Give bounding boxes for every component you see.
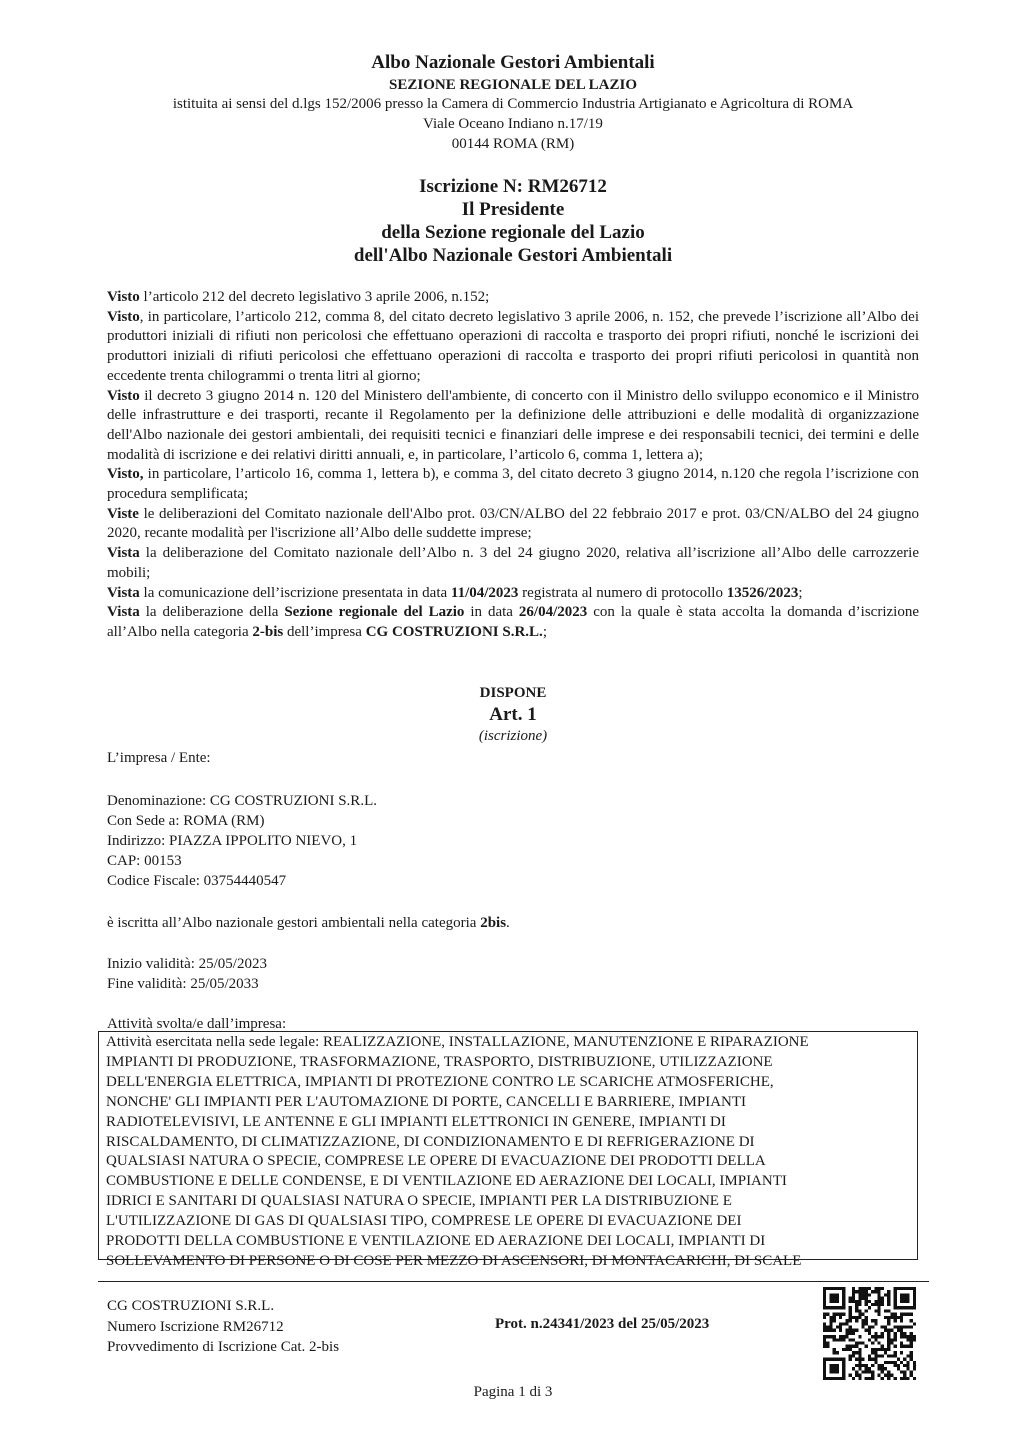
activities-label: Attività svolta/e dall’impresa: bbox=[107, 1016, 287, 1032]
activity-line: PRODOTTI DELLA COMBUSTIONE E VENTILAZIONE ED AERAZIONE DEI LOCALI, IMPIANTI DI bbox=[106, 1233, 766, 1250]
article-subtitle: (iscrizione) bbox=[478, 728, 548, 744]
page-number: Pagina 1 di 3 bbox=[473, 1384, 553, 1400]
preamble-paragraph: Vista la deliberazione del Comitato nazionale dell’Albo n. 3 del 24 giugno 2020, relativa all’iscrizione all’Albo delle carrozzerie mobili; bbox=[107, 545, 919, 581]
preamble-paragraph: Vista la deliberazione della Sezione regionale del Lazio in data 26/04/2023 con la quale è stata accolta la domanda d’iscrizione all’Albo nella categoria 2-bis dell’impresa CG COSTRUZIONI S.R.L.; bbox=[107, 604, 919, 640]
activity-line: COMBUSTIONE E DELLE CONDENSE, E DI VENTILAZIONE ED AERAZIONE DEI LOCALI, IMPIANTI bbox=[106, 1173, 787, 1190]
preamble-paragraph: Vista la comunicazione dell’iscrizione presentata in data 11/04/2023 registrata al numero di protocollo 13526/2023; bbox=[107, 584, 803, 601]
registration-number-title: Iscrizione N: RM26712 bbox=[419, 176, 607, 197]
activities-box bbox=[98, 1031, 918, 1269]
company-cap: CAP: 00153 bbox=[107, 853, 182, 869]
activity-line: IMPIANTI DI PRODUZIONE, TRASFORMAZIONE, TRASPORTO, DISTRIBUZIONE, UTILIZZAZIONE bbox=[106, 1053, 773, 1070]
activity-line: Attività esercitata nella sede legale: REALIZZAZIONE, INSTALLAZIONE, MANUTENZIONE E RIPARAZIONE bbox=[106, 1034, 809, 1050]
albo-title: dell'Albo Nazionale Gestori Ambientali bbox=[353, 245, 673, 266]
section-name: SEZIONE REGIONALE DEL LAZIO bbox=[389, 77, 637, 93]
activity-line: IDRICI E SANITARI DI QUALSIASI NATURA O SPECIE, IMPIANTI PER LA DISTRIBUZIONE E bbox=[106, 1193, 732, 1210]
preamble-paragraph: Visto l’articolo 212 del decreto legislativo 3 aprile 2006, n.152; bbox=[107, 289, 490, 305]
validity-start: Inizio validità: 25/05/2023 bbox=[107, 956, 267, 972]
preamble-paragraph: Visto il decreto 3 giugno 2014 n. 120 del Ministero dell'ambiente, di concerto con il Ministro dello sviluppo economico e il Ministro delle infrastrutture e dei trasporti, recante il Regolamento per la definizione delle attribuzioni e delle modalità di organizzazione dell'Albo nazionale dei gestori ambientali, dei requisiti tecnici e finanziari delle imprese e dei responsabili tecnici, dei termini e delle modalità di iscrizione e dei relativi diritti annuali, e, in particolare, l’articolo 6, comma 1, lettera a); bbox=[107, 387, 919, 463]
article-heading: Art. 1 bbox=[489, 704, 537, 725]
footer-divider bbox=[98, 1281, 929, 1282]
section-title: della Sezione regionale del Lazio bbox=[381, 222, 645, 243]
company-address: Indirizzo: PIAZZA IPPOLITO NIEVO, 1 bbox=[107, 833, 358, 849]
activity-line: QUALSIASI NATURA O SPECIE, COMPRESE LE OPERE DI EVACUAZIONE DEI PRODOTTI DELLA bbox=[106, 1153, 766, 1170]
dispone-heading: DISPONE bbox=[479, 685, 547, 701]
validity-end: Fine validità: 25/05/2033 bbox=[107, 976, 259, 992]
activity-line: DELL'ENERGIA ELETTRICA, IMPIANTI DI PROTEZIONE CONTRO LE SCARICHE ATMOSFERICHE, bbox=[106, 1073, 774, 1090]
preamble-paragraph: Visto, in particolare, l’articolo 212, comma 8, del citato decreto legislativo 3 aprile 2006, n. 152, che prevede l’iscrizione all’Albo dei produttori iniziali di rifiuti non pericolosi che effettuano operazioni di raccolta e trasporto dei propri rifiuti, nonché le iscrizioni dei produttori iniziali di rifiuti pericolosi che effettuano operazioni di raccolta e trasporto dei propri rifiuti pericolosi in quantità non eccedente trenta chilogrammi o trenta litri al giorno; bbox=[107, 308, 919, 384]
company-tax-code: Codice Fiscale: 03754440547 bbox=[107, 873, 287, 889]
company-name: Denominazione: CG COSTRUZIONI S.R.L. bbox=[107, 793, 377, 809]
activity-line: NONCHE' GLI IMPIANTI PER L'AUTOMAZIONE DI PORTE, CANCELLI E BARRIERE, IMPIANTI bbox=[106, 1093, 747, 1110]
activity-line: RISCALDAMENTO, DI CLIMATIZZAZIONE, DI CONDIZIONAMENTO E DI REFRIGERAZIONE DI bbox=[106, 1133, 755, 1150]
preamble-paragraph: Viste le deliberazioni del Comitato nazionale dell'Albo prot. 03/CN/ALBO del 22 febbraio 2017 e prot. 03/CN/ALBO del 24 giugno 2020, recante modalità per l'iscrizione all’Albo delle suddette imprese; bbox=[107, 505, 919, 542]
activity-line: SOLLEVAMENTO DI PERSONE O DI COSE PER MEZZO DI ASCENSORI, DI MONTACARICHI, DI SCALE bbox=[106, 1252, 802, 1269]
preamble bbox=[107, 288, 919, 643]
company-intro: L’impresa / Ente: bbox=[107, 750, 211, 766]
activity-line: L'UTILIZZAZIONE DI GAS DI QUALSIASI TIPO, COMPRESE LE OPERE DI EVACUAZIONE DEI bbox=[106, 1213, 742, 1230]
activity-line: RADIOTELEVISIVI, LE ANTENNE E GLI IMPIANTI ELETTRONICI IN GENERE, IMPIANTI DI bbox=[106, 1113, 726, 1130]
footer-company: CG COSTRUZIONI S.R.L. bbox=[107, 1298, 275, 1314]
footer-registration-number: Numero Iscrizione RM26712 bbox=[107, 1318, 284, 1335]
preamble-paragraph: Visto, in particolare, l’articolo 16, comma 1, lettera b), e comma 3, del citato decreto 3 giugno 2014, n.120 che regola l’iscrizione con procedura semplificata; bbox=[107, 466, 919, 503]
registration-category: 2bis bbox=[480, 915, 507, 931]
protocol-number: Prot. n.24341/2023 del 25/05/2023 bbox=[495, 1316, 710, 1332]
address-line: Viale Oceano Indiano n.17/19 bbox=[423, 116, 603, 132]
city-line: 00144 ROMA (RM) bbox=[451, 136, 575, 152]
footer-info bbox=[107, 1296, 339, 1358]
registration-statement: è iscritta all’Albo nazionale gestori ambientali nella categoria 2bis. bbox=[107, 915, 510, 931]
company-seat: Con Sede a: ROMA (RM) bbox=[107, 813, 265, 829]
footer-measure: Provvedimento di Iscrizione Cat. 2-bis bbox=[107, 1339, 340, 1356]
organization-name: Albo Nazionale Gestori Ambientali bbox=[371, 52, 655, 73]
qr-code-icon bbox=[823, 1287, 916, 1380]
institution-line: istituita ai sensi del d.lgs 152/2006 presso la Camera di Commercio Industria Artigianato e Agricoltura di ROMA bbox=[172, 96, 854, 112]
president-title: Il Presidente bbox=[461, 199, 565, 220]
